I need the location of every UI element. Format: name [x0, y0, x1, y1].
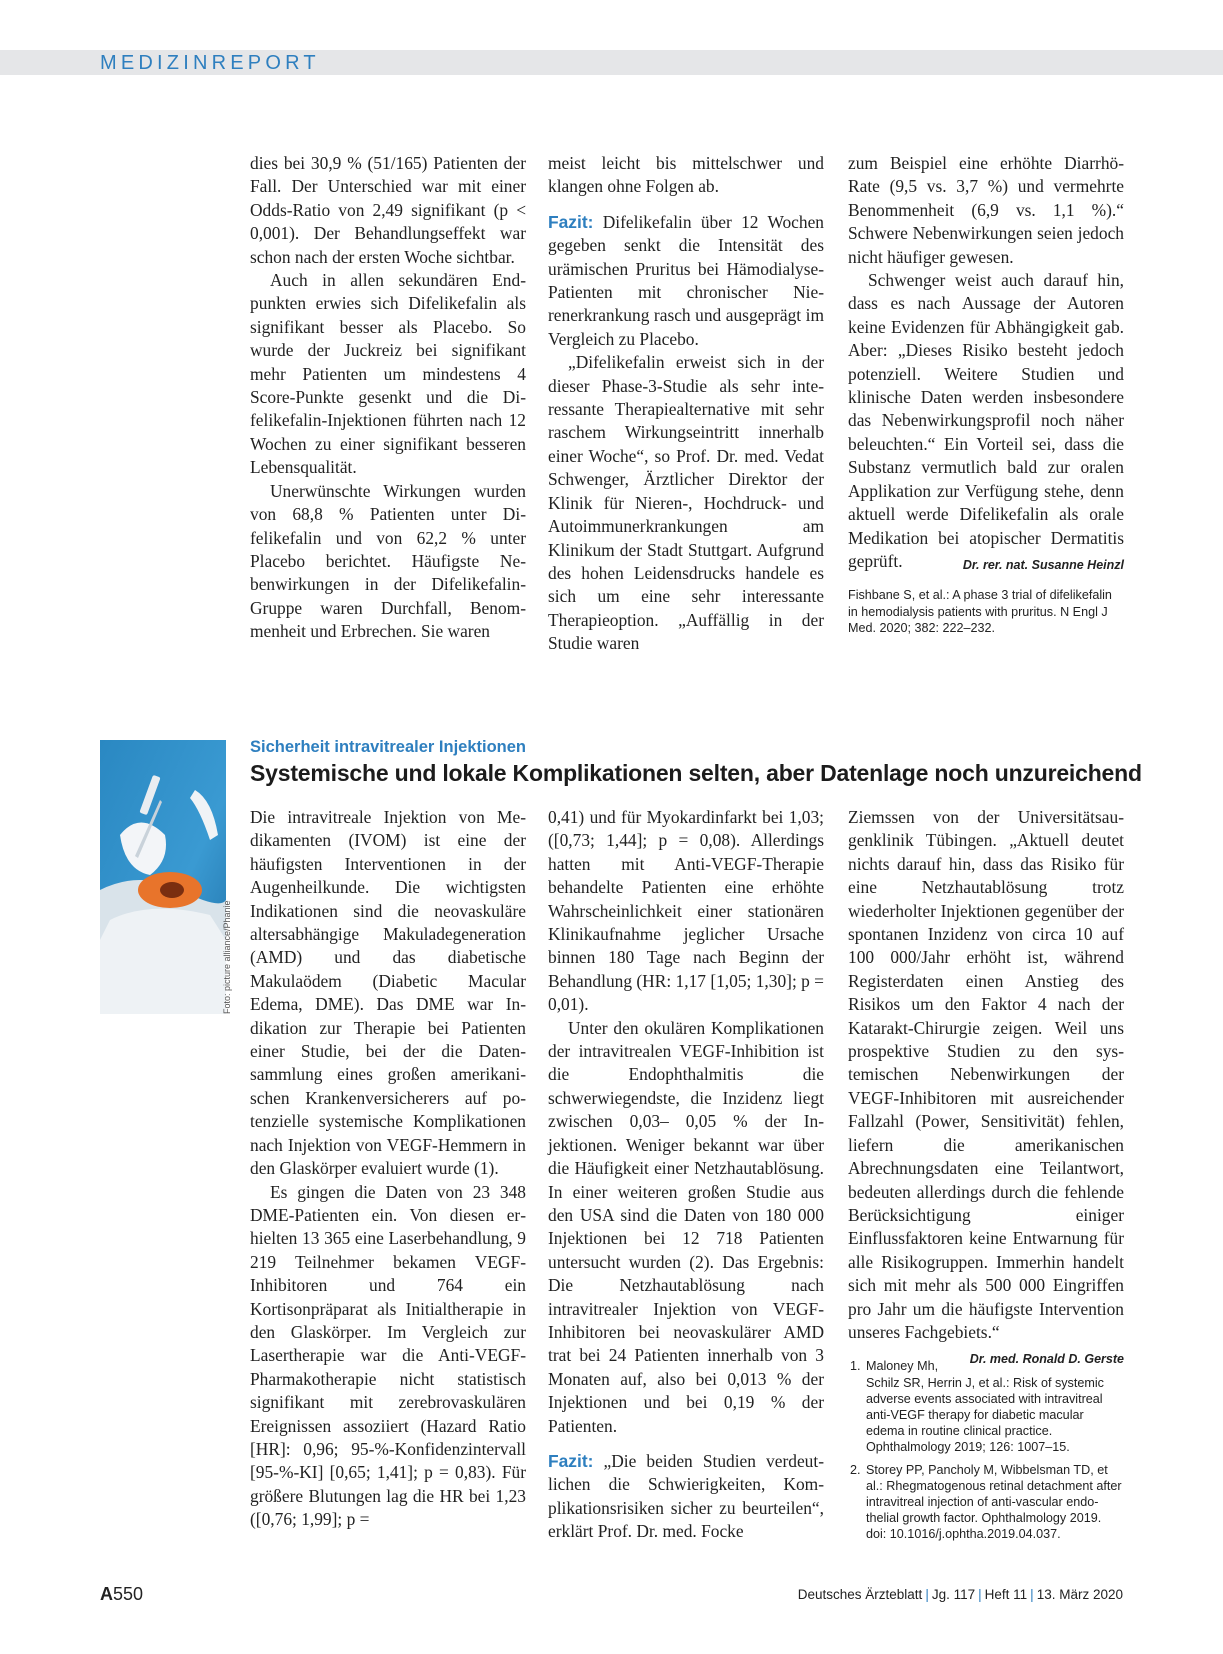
paragraph: Auch in allen sekundären Endpunkten erwies sich Difelikefalin als signifikant besser als Placebo. So wurde der Juckreiz bei signifikant mehr Patienten um mindestens 4 Score-Punkte gesenkt und die Difelikefalin-Injektionen führten nach 12 Wochen zu einer signifikant besseren Lebensqualität. [250, 270, 526, 478]
injection-photo [100, 740, 226, 1014]
paragraph: dies bei 30,9 % (51/165) Patienten der Fall. Der Unterschied war mit einer Odds-Ratio von 2,49 signifikant (p < 0,001). Der Behandlungseffekt war schon nach der ersten Woche sichtbar. [250, 153, 526, 267]
journal-info: Deutsches Ärzteblatt | Jg. 117 | Heft 11 | 13. März 2020 [797, 1587, 1123, 1602]
reference-item: 1. Maloney Mh, Schilz SR, Herrin J, et al.: Risk of systemic adverse events associated with intravitreal anti-VEGF therapy for diabetic macular edema in routine clinical practice. Ophthalmology 2019; 126: 1007–15. [864, 1358, 1124, 1455]
bottom-column-2 [548, 806, 824, 1544]
section-label: MEDIZINREPORT [100, 52, 320, 74]
fazit-paragraph [548, 211, 824, 351]
author-signature: Dr. med. Ronald D. Gerste [969, 1352, 1124, 1367]
journal-name: Deutsches Ärzteblatt [797, 1587, 923, 1602]
paragraph [848, 269, 1124, 573]
page-number [100, 1584, 143, 1605]
fazit-label: Fazit: [548, 211, 594, 232]
author-signature: Dr. rer. nat. Susanne Heinzl [962, 557, 1124, 572]
paragraph: Es gingen die Daten von 23 348 DME-Patienten ein. Von diesen erhielten 13 365 eine Laserbehandlung, 9 219 Teilnehmer bekamen VEGF-Inhibitoren und 764 ein Kortisonpräparat als Initialtherapie in den Glaskörper. Im Vergleich zur Lasertherapie war die Anti-VEGF-Pharmakotherapie nicht statistisch signifikant mit zerebrovaskulären Ereignissen assoziiert (Hazard Ratio [HR]: 0,96; 95-%-Konfidenzintervall [95-%-KI] [0,65; 1,41]; p = 0,83). Für größere Blutungen lag die HR bei 1,23 ([0,76; 1,99]; p = [250, 1181, 526, 1530]
paragraph: „Difelikefalin erweist sich in der dieser Phase-3-Studie als sehr interessante Therapiealternative mit sehr raschem Wirkungseintritt innerhalb einer Woche“, so Prof. Dr. med. Vedat Schwenger, Ärztlicher Direktor der Klinik für Nieren-, Hochdruck- und Autoimmunerkrankungen am Klinikum der Stadt Stuttgart. Aufgrund des hohen Leidensdrucks handele es sich um eine sehr interessante Therapieoption. „Auffällig in der Studie waren [548, 352, 824, 654]
reference: Fishbane S, et al.: A phase 3 trial of difelikefalin in hemodialysis patients with pruritus. N Engl J Med. 2020; 382: 222–232. [848, 588, 1112, 635]
paragraph: zum Beispiel eine erhöhte Diarrhö-Rate (9,5 vs. 3,7 %) und vermehrte Benommenheit (6,9 vs. 1,1 %).“ Schwere Nebenwirkungen seien jedoch nicht häufiger gewesen. [848, 153, 1124, 267]
fazit-paragraph [548, 1450, 824, 1544]
paragraph: Unter den okulären Komplikationen der intravitrealen VEGF-Inhibition ist die Endophthalmitis die schwerwiegendste, die Inzidenz liegt zwischen 0,03– 0,05 % der Injektionen. Weniger bekannt war über die Häufigkeit einer Netzhautablösung. In einer weiteren großen Studie aus den USA sind die Daten von 180 000 Injektionen bei 12 718 Patienten untersucht wurden (2). Das Ergebnis: Die Netzhautablösung nach intravitrealer Injektion von VEGF-Inhibitoren bei neovaskulärer AMD trat bei 24 Patienten innerhalb von 3 Monaten auf, also bei 0,013 % der Injektionen und bei 0,19 % der Patienten. [548, 1017, 824, 1436]
paragraph [848, 806, 1124, 1367]
fazit-text: „Die beiden Studien verdeutlichen die Schwierigkeiten, Komplikationsrisiken sicher zu beurteilen“, erklärt Prof. Dr. med. Focke [548, 1450, 824, 1542]
journal-date: 13. März 2020 [1036, 1587, 1123, 1602]
bottom-column-1 [250, 806, 526, 1532]
paragraph-text: Schwenger weist auch darauf hin, dass es nach Aussage der Autoren keine Evidenzen für Abhängigkeit gab. Aber: „Dieses Risiko besteht jedoch potenziell. Weitere Studien und klinische Daten werden insbesondere das Nebenwirkungsprofil noch näher beleuchten.“ Ein Vorteil sei, dass die Substanz vermutlich bald zur oralen Applikation zur Verfügung stehe, denn aktuell werde Difelikefalin als orale Medikation bei atopischer Dermatitis geprüft. [848, 270, 1124, 571]
fazit-label: Fazit: [548, 1450, 594, 1471]
top-column-1 [250, 152, 526, 644]
reference-item: 2. Storey PP, Pancholy M, Wibbelsman TD, et al.: Rhegmatogenous retinal detachment after intravitreal injection of anti-vascular endothelial growth factor. Ophthalmology 2019. doi: 10.1016/j.ophtha.2019.04.037. [864, 1462, 1124, 1543]
paragraph: Unerwünschte Wirkungen wurden von 68,8 % Patienten unter Difelikefalin und von 62,2 % unter Placebo berichtet. Häufigste Nebenwirkungen in der Difelikefalin-Gruppe waren Durchfall, Benommenheit und Erbrechen. Sie waren [250, 480, 526, 642]
top-column-2 [548, 152, 824, 656]
journal-issue: Heft 11 [984, 1587, 1028, 1602]
article-kicker: Sicherheit intravitrealer Injektionen [250, 738, 527, 756]
top-column-3 [848, 152, 1124, 636]
paragraph: meist leicht bis mittelschwer und klangen ohne Folgen ab. [548, 153, 824, 197]
fazit-text: Difelikefalin über 12 Wochen gegeben senkt die Intensität des urämischen Pruritus bei Hämodialyse-Patienten mit chronischer Nierenerkrankung rasch und ausgeprägt im Vergleich zu Placebo. [548, 211, 824, 349]
article-headline: Systemische und lokale Komplikationen selten, aber Datenlage noch unzureichend [250, 760, 1142, 786]
paragraph-text: Ziemssen von der Universitätsaugenklinik Tübingen. „Aktuell deutet nichts darauf hin, dass das Risiko für eine Netzhautablösung trotz wiederholter Injektionen gegenüber der spontanen Inzidenz von circa 10 auf 100 000/Jahr erhöht ist, während Registerdaten einen Anstieg des Risikos um den Faktor 4 nach der Katarakt-Chirurgie zeigen. Weil uns prospektive Studien zu den systemischen Nebenwirkungen der VEGF-Inhibitoren mit ausreichender Fallzahl (Power, Sensitivität) fehlen, liefern die amerikanischen Abrechnungsdaten eine Teilantwort, bedeuten allerdings durch die fehlende Berücksichtigung einiger Einflussfaktoren keine Entwarnung für alle Risikogruppen. Immerhin handelt sich mit mehr als 500 000 Eingriffen pro Jahr um die häufigste Intervention unseres Fachgebiets.“ [848, 807, 1124, 1342]
photo-credit: Foto: picture alliance/Phanie [222, 900, 232, 1014]
page-prefix: A [100, 1584, 113, 1604]
paragraph: Die intravitreale Injektion von Medikamenten (IVOM) ist eine der häufigsten Interventionen in der Augenheilkunde. Die wichtigsten Indikationen sind die neovaskuläre altersabhängige Makuladegeneration (AMD) und das diabetische Makulaödem (Diabetic Macular Edema, DME). Das DME war Indikation zur Therapie bei Patienten einer Studie, bei der die Datensammlung eines großen amerikanischen Krankenversicherers auf potenzielle systemische Komplikationen nach Injektion von VEGF-Hemmern in den Glaskörper evaluiert wurde (1). [250, 807, 526, 1179]
page-number-value: 550 [113, 1584, 144, 1604]
reference-list [848, 1358, 1124, 1542]
bottom-column-3 [848, 806, 1124, 1549]
journal-volume: Jg. 117 [931, 1587, 976, 1602]
paragraph: 0,41) und für Myokardinfarkt bei 1,03; ([0,73; 1,44]; p = 0,08). Allerdings hatten mit Anti-VEGF-Therapie behandelte Patienten eine erhöhte Wahrscheinlichkeit einer stationären Klinikaufnahme jeglicher Ursache binnen 180 Tage nach Beginn der Behandlung (HR: 1,17 [1,05; 1,30]; p = 0,01). [548, 807, 824, 1015]
